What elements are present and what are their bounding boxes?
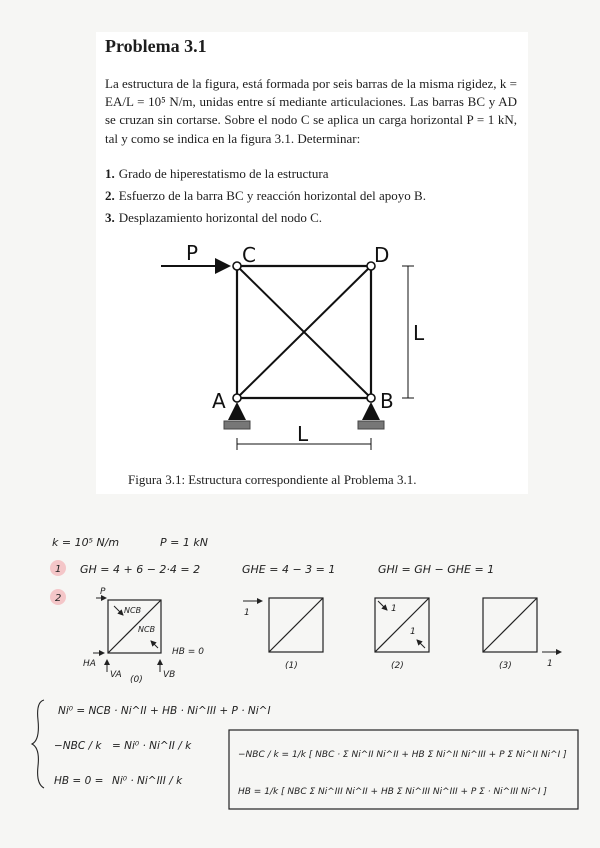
svg-text:(2): (2)	[391, 661, 404, 671]
task-text: Esfuerzo de la barra BC y reacción horizontal del apoyo B.	[118, 188, 426, 203]
node-a-label: A	[212, 389, 226, 413]
svg-text:1: 1	[410, 627, 416, 637]
boxed-equation-1: −NBC / k = 1/k [ NBC · Σ Ni^II Ni^II + HB Σ Ni^II Ni^III + P Σ Ni^II Ni^I ]	[238, 750, 567, 760]
svg-text:(0): (0)	[130, 675, 143, 685]
equation-brace	[32, 700, 44, 788]
length-vertical-label: L	[413, 321, 425, 345]
frame-2	[375, 598, 429, 671]
equation-3-left: HB = 0 =	[54, 775, 104, 787]
svg-text:1: 1	[244, 608, 250, 618]
frame-1	[243, 598, 323, 671]
task-number: 3.	[105, 210, 115, 225]
node-b	[367, 394, 375, 402]
ghe-equation: GHE = 4 − 3 = 1	[242, 563, 336, 576]
load-label: P	[186, 241, 199, 265]
step2-marker: 2	[55, 593, 62, 604]
p-value: P = 1 kN	[160, 536, 208, 549]
svg-text:NCB: NCB	[124, 606, 142, 615]
problem-statement: La estructura de la figura, está formada por seis barras de la misma rigidez, k = EA/L = 10⁵ N/m, unidas entre sí mediante articulaciones. Las barras BC y AD se cruzan sin cortarse. Sobre el nodo C se aplica un carga horizontal P = 1 kN, tal y como se indica en la figura 3.1. Determinar:	[105, 76, 517, 146]
support-b	[362, 402, 380, 420]
ground-b	[358, 421, 384, 429]
support-a	[228, 402, 246, 420]
node-c-label: C	[242, 243, 256, 267]
frame-3	[483, 598, 561, 671]
node-c	[233, 262, 241, 270]
svg-text:1: 1	[391, 604, 397, 614]
k-value: k = 10⁵ N/m	[52, 536, 120, 549]
truss-figure	[161, 241, 425, 450]
boxed-equations	[229, 730, 578, 809]
length-horizontal-label: L	[297, 422, 309, 446]
figure-caption: Figura 3.1: Estructura correspondiente al Problema 3.1.	[128, 472, 417, 487]
task-number: 2.	[105, 188, 115, 203]
svg-text:HB = 0: HB = 0	[172, 647, 204, 657]
svg-text:1: 1	[547, 659, 553, 669]
task-text: Grado de hiperestatismo de la estructura	[118, 166, 329, 181]
svg-text:HA: HA	[83, 659, 96, 669]
handwritten-notes	[32, 536, 578, 809]
equation-3-right: Ni⁰ · Ni^III / k	[112, 775, 183, 787]
ground-a	[224, 421, 250, 429]
svg-text:VA: VA	[110, 670, 122, 680]
task-text: Desplazamiento horizontal del nodo C.	[118, 210, 323, 225]
problem-title: Problema 3.1	[105, 36, 207, 56]
svg-text:NCB: NCB	[138, 625, 156, 634]
equation-1: Ni⁰ = NCB · Ni^II + HB · Ni^III + P · Ni^I	[58, 705, 271, 717]
frame-0	[83, 587, 204, 685]
svg-text:P: P	[100, 587, 106, 597]
svg-text:(3): (3)	[499, 661, 512, 671]
step1-marker: 1	[55, 564, 62, 575]
boxed-equation-2: HB = 1/k [ NBC Σ Ni^III Ni^II + HB Σ Ni^III Ni^III + P Σ · Ni^III Ni^I ]	[238, 787, 547, 797]
ghi-equation: GHI = GH − GHE = 1	[378, 563, 495, 576]
gh-equation: GH = 4 + 6 − 2·4 = 2	[80, 563, 201, 576]
svg-text:VB: VB	[163, 670, 176, 680]
equation-2-left: −NBC / k	[54, 740, 102, 752]
node-a	[233, 394, 241, 402]
task-number: 1.	[105, 166, 115, 181]
node-d-label: D	[374, 243, 390, 267]
node-b-label: B	[380, 389, 394, 413]
svg-text:(1): (1)	[285, 661, 298, 671]
equation-2-right: = Ni⁰ · Ni^II / k	[112, 740, 192, 752]
